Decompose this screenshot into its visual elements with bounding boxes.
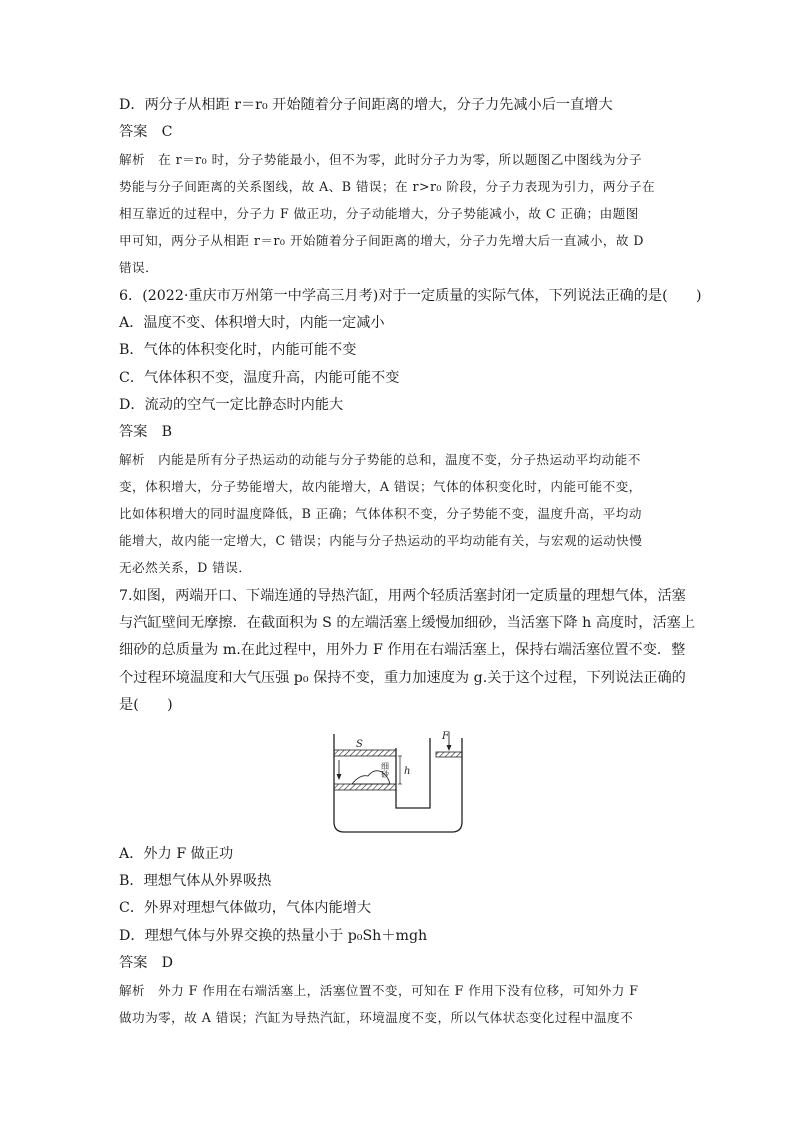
q6-explanation-line4: 能增大，故内能一定增大，C 错误；内能与分子热运动的平均动能有关，与宏观的运动快慢 bbox=[119, 533, 643, 548]
q7-option-b: B．理想气体从外界吸热 bbox=[119, 873, 272, 889]
explanation-prev-line3: 相互靠近的过程中，分子力 F 做正功，分子动能增大，分子势能减小，故 C 正确；由题图 bbox=[119, 206, 639, 221]
question-7-line2: 与汽缸壁间无摩擦．在截面积为 S 的左端活塞上缓慢加细砂，当活塞下降 h 高度时，活塞上 bbox=[119, 615, 696, 631]
q6-option-a: A．温度不变、体积增大时，内能一定减小 bbox=[119, 315, 385, 331]
explanation-prev-line4: 甲可知，两分子从相距 r＝r₀ 开始随着分子间距离的增大，分子力先增大后一直减小，故 D bbox=[119, 233, 644, 248]
q6-explanation-line3: 比如体积增大的同时温度降低，B 正确；气体体积不变，分子势能不变，温度升高，平均动 bbox=[119, 506, 642, 521]
right-piston bbox=[436, 752, 462, 757]
q7-explanation-line2: 做功为零，故 A 错误；汽缸为导热汽缸，环境温度不变，所以气体状态变化过程中温度不 bbox=[119, 1010, 634, 1025]
q6-explanation-line1: 解析 内能是所有分子热运动的动能与分子势能的总和，温度不变，分子热运动平均动能不 bbox=[119, 452, 641, 467]
left-piston-bottom bbox=[334, 784, 396, 790]
q7-option-a: A．外力 F 做正功 bbox=[119, 846, 234, 862]
cylinder-diagram bbox=[330, 730, 466, 838]
question-7-line4: 个过程环境温度和大气压强 p₀ 保持不变，重力加速度为 g.关于这个过程，下列说法正确的 bbox=[119, 670, 686, 686]
label-S: S bbox=[356, 739, 363, 750]
label-sand: 细砂 bbox=[380, 762, 390, 778]
question-7-line3: 细砂的总质量为 m.在此过程中，用外力 F 作用在右端活塞上，保持右端活塞位置不变．整 bbox=[119, 642, 686, 658]
explanation-prev-line1: 解析 在 r＝r₀ 时，分子势能最小，但不为零，此时分子力为零，所以题图乙中图线为分子 bbox=[119, 152, 643, 167]
q6-answer: 答案 B bbox=[119, 424, 172, 440]
q7-option-d: D．理想气体与外界交换的热量小于 p₀Sh＋mgh bbox=[119, 928, 428, 944]
q6-option-b: B．气体的体积变化时，内能可能不变 bbox=[119, 342, 357, 358]
question-7-line1: 7.如图，两端开口、下端连通的导热汽缸，用两个轻质活塞封闭一定质量的理想气体，活塞 bbox=[119, 588, 686, 604]
label-h: h bbox=[404, 766, 411, 777]
question-7-line5: 是( ) bbox=[119, 697, 173, 713]
cylinder-figure bbox=[330, 730, 466, 838]
cylinder-inner-wall bbox=[396, 738, 430, 808]
left-piston-top bbox=[334, 750, 396, 756]
q7-explanation-line1: 解析 外力 F 作用在右端活塞上，活塞位置不变，可知在 F 作用下没有位移，可知外力 F bbox=[119, 983, 639, 998]
q7-answer: 答案 D bbox=[119, 955, 173, 971]
q6-option-d: D．流动的空气一定比静态时内能大 bbox=[119, 397, 344, 413]
q6-explanation-line2: 变，体积增大，分子势能增大，故内能增大，A 错误；气体的体积变化时，内能可能不变， bbox=[119, 479, 642, 494]
explanation-prev-line5: 错误． bbox=[119, 260, 159, 275]
explanation-prev-line2: 势能与分子间距离的关系图线，故 A、B 错误；在 r>r₀ 阶段，分子力表现为引力，两分子在 bbox=[119, 179, 656, 194]
q7-option-c: C．外界对理想气体做功，气体内能增大 bbox=[119, 900, 372, 916]
question-6: 6．(2022·重庆市万州第一中学高三月考)对于一定质量的实际气体，下列说法正确的是( ) bbox=[119, 288, 702, 304]
down-arrow-head bbox=[337, 774, 342, 780]
label-F: F bbox=[442, 731, 449, 742]
option-d-prev: D．两分子从相距 r＝r₀ 开始随着分子间距离的增大，分子力先减小后一直增大 bbox=[119, 97, 613, 113]
force-arrow-head bbox=[447, 745, 452, 751]
answer-prev: 答案 C bbox=[119, 124, 173, 140]
q6-option-c: C．气体体积不变，温度升高，内能可能不变 bbox=[119, 370, 400, 386]
q6-explanation-line5: 无必然关系，D 错误． bbox=[119, 560, 252, 575]
